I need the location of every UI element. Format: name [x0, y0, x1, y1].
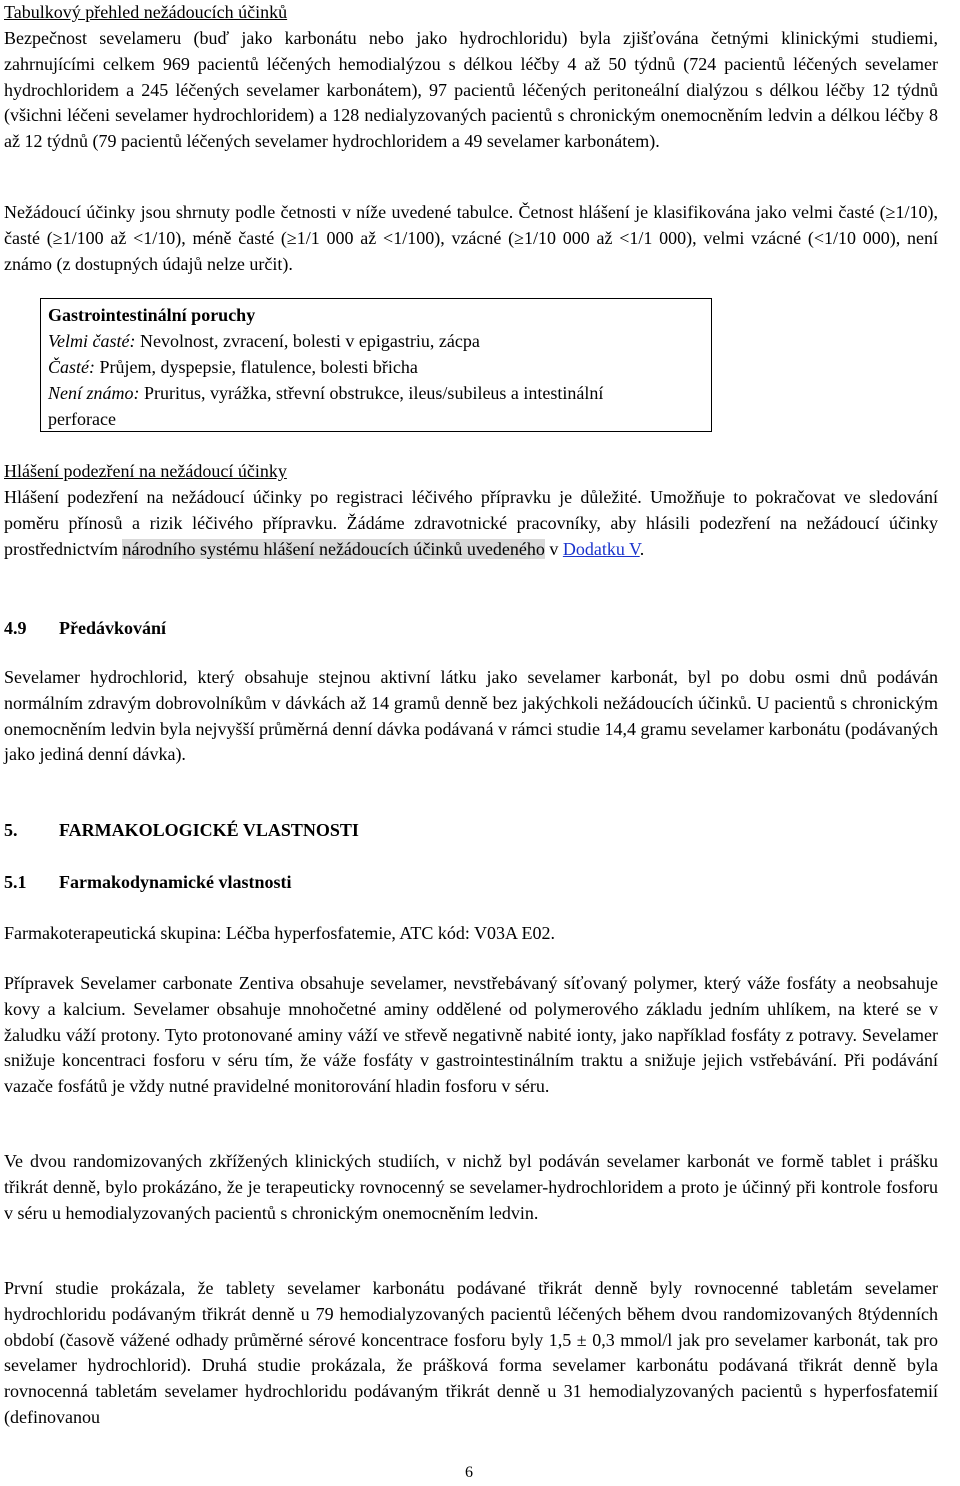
section-number: 5.1: [4, 872, 27, 892]
section-title: FARMAKOLOGICKÉ VLASTNOSTI: [59, 820, 359, 840]
ae-table-row: [48, 328, 688, 354]
ae-table-heading-text: Tabulkový přehled nežádoucích účinků: [4, 2, 288, 22]
page-number: 6: [465, 1464, 473, 1481]
reporting-paragraph: [4, 485, 938, 562]
section-number: 5.: [4, 820, 18, 840]
ae-table-row: [48, 380, 618, 432]
mechanism-paragraph: Přípravek Sevelamer carbonate Zentiva obsahuje sevelamer, nevstřebávaný síťovaný polymer, který váže fosfáty a neobsahuje kovy a kalcium. Sevelamer obsahuje mnohočetné aminy oddělené od polymerového základu jedním uhlíkem, na které se v žaludku váží protony. Tyto protonované aminy váží ve střevě negativně nabité ionty, jako například fosfáty z potravy. Sevelamer snižuje koncentraci fosforu v séru tím, že váže fosfáty v gastrointestinálním traktu a snižuje jejich vstřebávání. Při podávání vazače fosfátů je vždy nutné pravidelné monitorování hladin fosforu v séru.: [4, 973, 938, 1097]
section-4-9-heading: [4, 616, 938, 642]
appendix-v-link[interactable]: Dodatku V: [562, 538, 640, 559]
section-number: 4.9: [4, 618, 27, 638]
section-5-1-heading: [4, 870, 938, 896]
reporting-heading: [4, 459, 938, 485]
overdose-paragraph: Sevelamer hydrochlorid, který obsahuje stejnou aktivní látku jako sevelamer karbonát, byl po dobu osmi dnů podáván normálním zdravým dobrovolníkům v dávkách až 14 gramů denně bez jakýchkoli nežádoucích účinků. U pacientů s chronickým onemocněním ledvin byla nejvyšší průměrná denní dávka podávaná v rámci studie 14,4 gramu sevelamer karbonátu (podávaných jako jediná denní dávka).: [4, 667, 938, 765]
reporting-highlight: národního systému hlášení nežádoucích účinků uvedeného: [122, 538, 545, 559]
reporting-text: Hlášení podezření na nežádoucí účinky po registraci léčivého přípravku je důležité. Umožňuje to pokračovat ve sledování poměru přínosů a rizik léčivého přípravku. Žádáme zdravotnické pracovníky, aby hlásili podezření na nežádoucí účinky prostřednictvím: [4, 487, 938, 559]
ae-frequency-label: Velmi časté:: [48, 331, 136, 351]
reporting-text-end: .: [639, 538, 645, 559]
ae-table-row: [48, 354, 688, 380]
studies-paragraph: Ve dvou randomizovaných zkřížených klinických studiích, v nichž byl podáván sevelamer karbonát ve formě tablet i prášku třikrát denně, bylo prokázáno, že je terapeuticky rovnocenný se sevelamer-hydrochloridem a proto je účinný při kontrole fosforu v séru u hemodialyzovaných pacientů s chronickým onemocněním ledvin.: [4, 1151, 938, 1223]
ae-row-text: Průjem, dyspepsie, flatulence, bolesti břicha: [95, 357, 418, 377]
pharmacotherapeutic-group: Farmakoterapeutická skupina: Léčba hyperfosfatemie, ATC kód: V03A E02.: [4, 923, 556, 943]
ae-row-text: Nevolnost, zvracení, bolesti v epigastriu, zácpa: [135, 331, 480, 351]
ae-frequency-label: Časté:: [48, 357, 95, 377]
ae-safety-paragraph: Bezpečnost sevelameru (buď jako karbonátu nebo jako hydrochloridu) byla zjišťována četnými klinickými studiemi, zahrnujícími celkem 969 pacientů léčených hemodialýzou s délkou léčby 4 až 50 týdnů (724 pacientů léčených sevelamer hydrochloridem a 245 léčených sevelamer karbonátem), 97 pacientů léčených peritoneální dialýzou s délkou léčby 12 týdnů (všichni léčeni sevelamer hydrochloridem) a 128 nedialyzovaných pacientů s chronickým onemocněním ledvin a délkou léčby 8 až 12 týdnů (79 pacientů léčených sevelamer hydrochloridem a 49 sevelamer karbonátem).: [4, 28, 938, 152]
reporting-text-2: v: [544, 538, 563, 559]
ae-table: [40, 298, 712, 432]
ae-row-text: Pruritus, vyrážka, střevní obstrukce, ileus/subileus a intestinální perforace: [48, 383, 604, 429]
ae-frequency-label: Není známo:: [48, 383, 140, 403]
reporting-heading-text: Hlášení podezření na nežádoucí účinky: [4, 461, 287, 481]
ae-table-title: Gastrointestinální poruchy: [48, 305, 256, 325]
ae-frequency-paragraph: Nežádoucí účinky jsou shrnuty podle četnosti v níže uvedené tabulce. Četnost hlášení je klasifikována jako velmi časté (≥1/10), časté (≥1/100 až <1/10), méně časté (≥1/1 000 až <1/100), vzácné (≥1/10 000 až <1/1 000), velmi vzácné (<1/10 000), není známo (z dostupných údajů nelze určit).: [4, 202, 938, 274]
section-title: Předávkování: [59, 618, 167, 638]
first-study-paragraph: První studie prokázala, že tablety sevelamer karbonátu podávané třikrát denně byly rovnocenné tabletám sevelamer hydrochloridu podávaným třikrát denně u 79 hemodialyzovaných pacientů léčených během dvou randomizovaných 8týdenních období (časově vážené odhady průměrné sérové koncentrace fosforu byly 1,5 ± 0,3 mmol/l jak pro sevelamer karbonát, tak pro sevelamer hydrochlorid). Druhá studie prokázala, že prášková forma sevelamer karbonátu podávaná třikrát denně byla rovnocenná tabletám sevelamer hydrochloridu podávaným třikrát denně u 31 hemodialyzovaných pacientů s hyperfosfatemií (definovanou: [4, 1278, 938, 1427]
section-5-heading: [4, 818, 938, 844]
section-title: Farmakodynamické vlastnosti: [59, 872, 292, 892]
section-heading-ae-table: [4, 0, 938, 26]
